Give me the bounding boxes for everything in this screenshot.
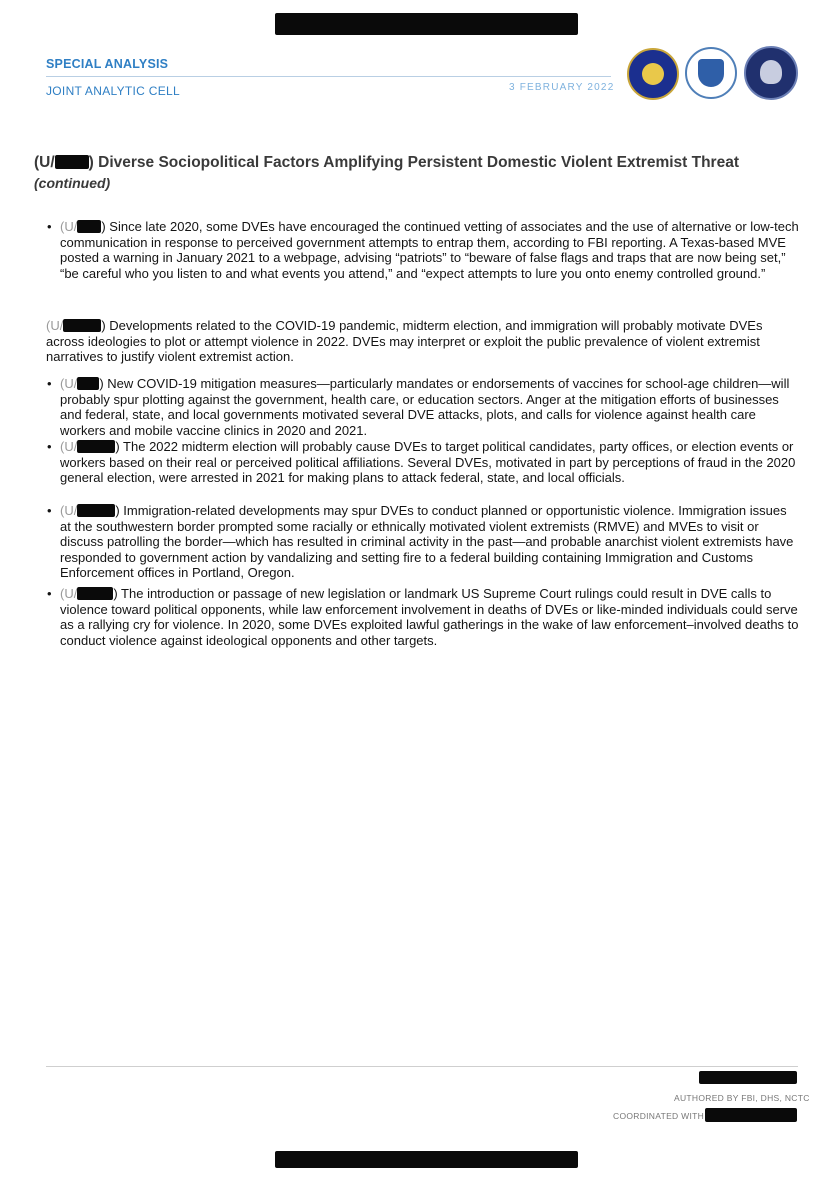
header-date: 3 FEBRUARY 2022 <box>509 82 615 93</box>
redaction-inline <box>77 377 99 390</box>
redaction-footer-1 <box>699 1071 797 1084</box>
redaction-bar-bottom <box>275 1151 578 1168</box>
redaction-inline <box>63 319 101 332</box>
header-divider <box>46 76 611 77</box>
classification-marking: (U/ <box>60 503 78 518</box>
footer-authored: AUTHORED BY FBI, DHS, NCTC <box>674 1093 810 1103</box>
footer-coordinated <box>613 1111 704 1121</box>
title-text: ) Diverse Sociopolitical Factors Amplifying Persistent Domestic Violent Extremist Threat <box>88 154 739 171</box>
bullet-item-immigration <box>60 503 800 581</box>
redaction-footer-2 <box>705 1108 797 1122</box>
title-marking: (U/ <box>34 154 55 171</box>
redaction-bar-top <box>275 13 578 35</box>
classification-marking: (U/ <box>46 318 64 333</box>
classification-marking: (U/ <box>60 219 78 234</box>
bullet-text: ) New COVID-19 mitigation measures—particularly mandates or endorsements of vaccines for school-age children—will probably spur plotting against the government, health care, or education sectors. Anger at the mitigation efforts of businesses and federal, state, and local governments motivated several DVE attacks, plots, and calls for violence against health care workers and mobile vaccine clinics in 2020 and 2021. <box>60 376 790 438</box>
bullet-text: ) Since late 2020, some DVEs have encouraged the continued vetting of associates and the use of alternative or low-tech communication in response to perceived government attempts to entrap them, according to FBI reporting. A Texas-based MVE posted a warning in January 2021 to a webpage, advising “patriots” to “beware of false flags and traps that are now being set,” “be careful who you listen to and what events you attend,” and “expect attempts to lure you onto enemy controlled ground.” <box>60 219 799 281</box>
footer-divider <box>46 1066 798 1067</box>
redaction-inline <box>77 587 113 600</box>
bullet-text: ) Immigration-related developments may spur DVEs to conduct planned or opportunistic violence. Immigration issues at the southwestern border prompted some racially or ethnically motivated violent extremists (RMVE) and MVEs to visit or discuss patrolling the border—which has resulted in criminal activity in the past—and probable anarchist violent extremists have responded to government action by vandalizing and setting fire to a federal building containing Immigration and Customs Enforcement offices in Portland, Oregon. <box>60 503 794 580</box>
bullet-item-election <box>60 439 800 486</box>
bullet-text: ) The introduction or passage of new legislation or landmark US Supreme Court rulings could result in DVE calls to violence toward political opponents, while law enforcement involvement in deaths of DVEs or like-minded individuals could serve as a rallying cry for violence. In 2020, some DVEs exploited lawful gatherings in the wake of law enforcement–involved deaths to conduct violence against ideological opponents and other targets. <box>60 586 799 648</box>
redaction-inline <box>77 504 115 517</box>
bullet-item-covid <box>60 376 800 438</box>
classification-marking: (U/ <box>60 586 78 601</box>
fbi-seal <box>627 48 679 100</box>
header-subtitle: JOINT ANALYTIC CELL <box>46 84 180 98</box>
nctc-seal <box>744 46 798 100</box>
classification-marking: (U/ <box>60 376 78 391</box>
redaction-inline <box>77 440 115 453</box>
redaction-inline <box>55 155 89 169</box>
footer-coordinated-label: COORDINATED WITH <box>613 1111 705 1121</box>
dhs-seal <box>685 47 737 99</box>
bullet-text: ) The 2022 midterm election will probably cause DVEs to target political candidates, party offices, or election events or workers based on their real or perceived political affiliations. Several DVEs, motivated in part by perceptions of fraud in the 2020 general election, were arrested in 2021 for making plans to attack federal, state, and local officials. <box>60 439 796 485</box>
classification-marking: (U/ <box>60 439 78 454</box>
redaction-inline <box>77 220 101 233</box>
header-title: SPECIAL ANALYSIS <box>46 57 169 71</box>
paragraph-text: ) Developments related to the COVID-19 pandemic, midterm election, and immigration will probably motivate DVEs across ideologies to plot or attempt violence in 2022. DVEs may interpret or exploit the public prevalence of violent extremist narratives to justify violent extremist action. <box>46 318 763 364</box>
title-suffix: (continued) <box>34 175 111 191</box>
bullet-item-legislation <box>60 586 800 648</box>
document-title <box>34 153 794 194</box>
bullet-item-vetting <box>60 219 805 281</box>
analysis-paragraph <box>46 318 798 365</box>
